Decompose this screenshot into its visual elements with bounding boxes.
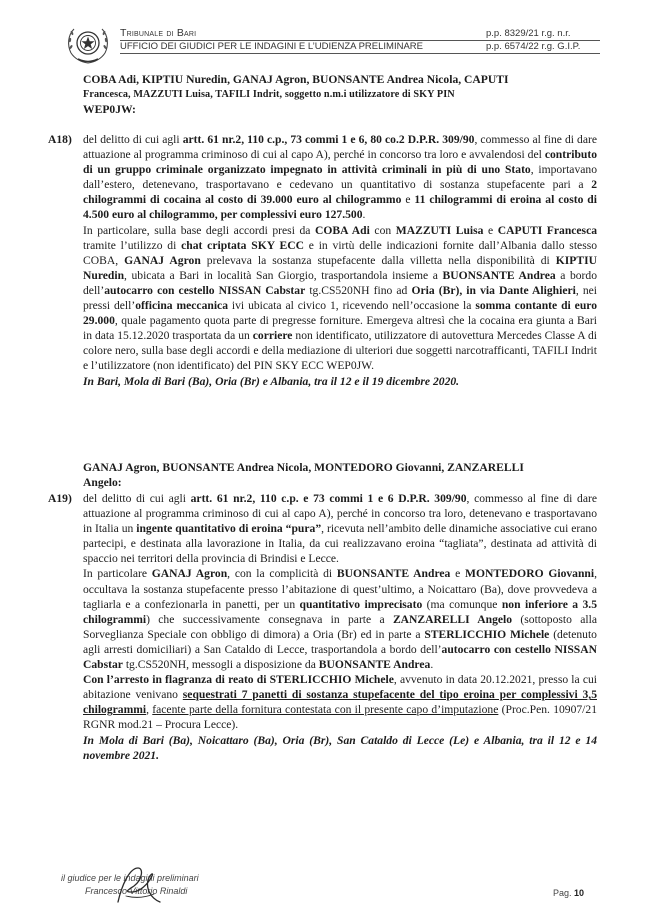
text-run: (detenuto agli arresti domiciliari) a San Cataldo di Lecce, trasportandola a bordo dell’: [83, 627, 597, 656]
count-a18-body: [83, 132, 597, 389]
text-run: , ubicata a Bari in località San Giorgio, trasportandola insieme a: [124, 268, 443, 282]
emphasis-text: contributo di un gruppo criminale organizzato impegnato in attività criminali in più di uno Stato: [83, 148, 597, 177]
page-number: [553, 888, 584, 898]
person-name: BUONSANTE Andrea: [318, 658, 431, 672]
count-label-a18: A18): [48, 133, 72, 146]
text-run: (ma comunque: [422, 597, 502, 611]
defendants-line: Angelo:: [83, 476, 122, 490]
statute-reference: artt. 61 nr.2, 110 c.p., 73 commi 1 e 6, 80 co.2 D.P.R. 309/90: [182, 133, 475, 146]
text-run: prelevava la sostanza stupefacente dalla villetta nella disponibilità di: [200, 253, 556, 267]
text-run: .: [362, 208, 366, 222]
emphasis-text: quantitativo imprecisato: [299, 597, 423, 611]
person-name: GANAJ Agron: [151, 567, 228, 581]
person-name: STERLICCHIO Michele: [424, 627, 550, 641]
person-name: BUONSANTE Andrea: [442, 268, 556, 282]
handwritten-signature-icon: [104, 862, 168, 908]
text-run: In particolare, sulla base degli accordi presi da: [83, 223, 316, 237]
text-run: a bordo dell’: [83, 268, 598, 297]
emphasis-text: Con l’arresto in flagranza di reato di STERLICCHIO Michele: [83, 673, 394, 687]
text-run: In particolare: [83, 567, 152, 581]
text-run: .: [430, 658, 434, 672]
text-run: (Proc.Pen. 10907/21 RGNR mod.21 – Procura Lecce).: [83, 703, 597, 732]
text-run: , nei pressi dell’: [83, 283, 597, 313]
text-run: , con la complicità di: [227, 567, 337, 581]
person-name: COBA Adi: [315, 223, 370, 237]
text-run: del delitto di cui agli: [83, 133, 183, 146]
detail-paragraph: [83, 223, 597, 374]
vehicle-text: autocarro con cestello NISSAN Cabstar: [104, 283, 306, 297]
text-run: , importavano dall’estero, detenevano, trasportavano e cedevano un quantitativo di sostanza stupefacente pari a: [83, 163, 597, 192]
count-a19-body: [83, 491, 597, 763]
text-run: tg.CS520NH fino ad: [305, 283, 412, 297]
count-a19-defendants: [83, 460, 597, 490]
text-run: , commesso al fine di dare attuazione al programma criminoso di cui al capo A), perché in concorso tra loro, detenevano e trasportavano in Italia un: [83, 492, 597, 536]
text-run: e: [483, 223, 498, 237]
judge-title: il giudice per le indagini preliminari: [61, 873, 199, 883]
text-run: con: [369, 223, 396, 237]
detail-paragraph: [83, 566, 597, 672]
header-divider: [120, 53, 600, 54]
person-name: MONTEDORO Giovanni: [465, 567, 595, 581]
charge-paragraph: [83, 132, 597, 223]
page-label: Pag.: [553, 888, 572, 898]
text-run: ) che successivamente consegnava in parte a: [146, 612, 393, 626]
emphasis-text: officina meccanica: [135, 299, 228, 313]
defendants-line: Francesca, MAZZUTI Luisa, TAFILI Indrit, soggetto n.m.i utilizzatore di SKY PIN: [83, 89, 455, 101]
text-run: , quale pagamento quota parte di pregresse forniture. Emergeva altresì che la cocaina era giunta a Bari in data 15.12.2020 trasportata da un: [83, 314, 597, 343]
underlined-text: facente parte della fornitura contestata con il presente capo d’imputazione: [152, 703, 499, 717]
quantity-text: 2 chilogrammi di cocaina al costo di 39.000 euro al chilogrammo: [83, 178, 597, 207]
italian-republic-emblem-icon: [63, 19, 113, 69]
arrest-paragraph: [83, 672, 597, 732]
text-run: e: [450, 567, 465, 581]
place-date-line: In Bari, Mola di Bari (Ba), Oria (Br) e Albania, tra il 12 e il 19 dicembre 2020.: [83, 374, 460, 388]
count-label-a19: A19): [48, 492, 72, 505]
text-run: non identificato, utilizzatore di autovettura Mercedes Classe A di colore nero, sulla base degli accordi e della mediazione di ulteriori due soggetti narcotrafficanti, TAFILI Indrit e l’utilizzatore (non identificato) del PIN SKY ECC WEP0JW.: [83, 329, 597, 373]
seizure-text: sequestrati 7 panetti di sostanza stupefacente del tipo eroina per complessivi 3,5 chilogrammi: [83, 688, 597, 717]
page-number-value: 10: [574, 888, 585, 898]
defendants-line: GANAJ Agron, BUONSANTE Andrea Nicola, MONTEDORO Giovanni, ZANZARELLI: [83, 461, 524, 474]
defendants-line: COBA Adi, KIPTIU Nuredin, GANAJ Agron, BUONSANTE Andrea Nicola, CAPUTI: [83, 73, 509, 86]
vehicle-text: autocarro con cestello NISSAN Cabstar: [83, 642, 597, 672]
statute-reference: artt. 61 nr.2, 110 c.p. e 73 commi 1 e 6 D.P.R. 309/90: [190, 492, 467, 505]
court-name: Tribunale di Bari: [120, 27, 197, 39]
person-name: KIPTIU Nuredin: [83, 253, 597, 282]
case-ref-gip: p.p. 6574/22 r.g. G.I.P.: [486, 41, 581, 52]
defendants-line: WEP0JW:: [83, 103, 136, 117]
count-a18-defendants: [83, 72, 597, 117]
quantity-text: 11 chilogrammi di eroina al costo di 4.500 euro al chilogrammo, per complessivi euro 127.500: [83, 193, 597, 222]
text-run: tramite l’utilizzo di: [83, 238, 182, 252]
person-name: BUONSANTE Andrea: [336, 567, 451, 581]
location-text: Oria (Br), in via Dante Alighieri: [411, 283, 576, 297]
place-date-line: In Mola di Bari (Ba), Noicattaro (Ba), Oria (Br), San Cataldo di Lecce (Le) e Albania, tra il 12 e 14 novembre 2021.: [83, 733, 597, 762]
text-run: , avvenuto in data 20.12.2021, presso la cui abitazione venivano: [83, 673, 597, 702]
text-run: ,: [146, 703, 153, 717]
text-run: e in virtù delle indicazioni fornite dall’Albania dallo stesso COBA,: [83, 238, 598, 267]
person-name: MAZZUTI Luisa: [395, 223, 484, 237]
text-run: , commesso al fine di dare attuazione al programma criminoso di cui al capo A), perché in concorso tra loro e avvalendosi del: [83, 133, 597, 162]
person-name: CAPUTI Francesca: [497, 223, 598, 237]
person-name: ZANZARELLI Angelo: [392, 612, 513, 626]
person-name: GANAJ Agron: [124, 253, 201, 267]
text-run: ivi ubicata al civico 1, ricevendo nell’occasione la: [228, 299, 476, 313]
court-office: UFFICIO DEI GIUDICI PER LE INDAGINI E L’UDIENZA PRELIMINARE: [120, 41, 423, 52]
judge-name: Francesco Vittorio Rinaldi: [85, 886, 188, 896]
text-run: e: [401, 193, 415, 207]
text-run: tg.CS520NH, messogli a disposizione da: [122, 658, 319, 672]
case-ref-nr: p.p. 8329/21 r.g. n.r.: [486, 28, 571, 39]
text-run: (sottoposto alla Sorveglianza Speciale con obbligo di dimora) a Oria (Br) ed in parte a: [83, 612, 597, 641]
emphasis-text: ingente quantitativo di eroina “pura”: [136, 522, 322, 536]
charge-paragraph: [83, 491, 597, 566]
text-run: , ricevuta nell’ambito delle dinamiche associative cui erano partecipi, e destinata alla lavorazione in Italia, da cui realizzavano eroina “tagliata”, destinata ad attività di spaccio nei territori della provincia di Brindisi e Lecce.: [83, 522, 598, 566]
emphasis-text: chat criptata SKY ECC: [181, 238, 304, 252]
amount-text: somma contante di euro 29.000: [83, 299, 597, 328]
emphasis-text: corriere: [252, 329, 293, 343]
quantity-text: non inferiore a 3.5 chilogrammi: [83, 597, 597, 626]
text-run: del delitto di cui agli: [83, 492, 191, 505]
text-run: , occultava la sostanza stupefacente presso l’abitazione di quest’ultimo, a Noicattaro (Ba), dove provvedeva a tagliarla e a confezionarla in panetti, per un: [83, 567, 597, 611]
header-divider: [120, 40, 600, 41]
